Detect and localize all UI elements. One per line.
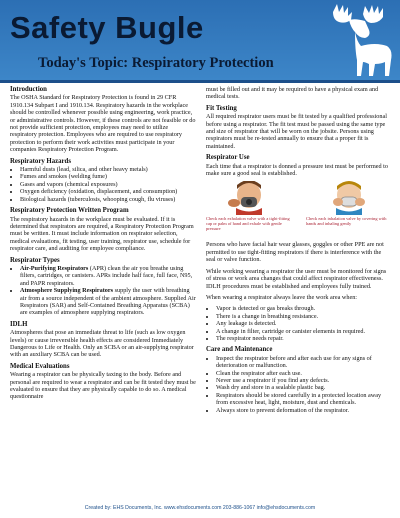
seal-check-illustrations <box>206 181 392 237</box>
term-text: (APR) clean the air you breathe using filters, cartridges, or canisters. APRs include half face, full face, N95, and PAPR respirators. <box>20 264 193 287</box>
footer-credits: Created by: EHS Documents, Inc. www.ehsdocuments.com 203-886-1067 info@ehsdocuments.com <box>84 505 316 511</box>
section-text: Atmospheres that pose an immediate threat to life (such as low oxygen levels) or cause irreversible health effects are considered Immediately Dangerous to Life or Health. Only an SCBA or an air-supplying respirator with an auxiliary SCBA can be used. <box>10 329 194 359</box>
right-column <box>206 86 392 418</box>
list-item: • Always store to prevent deformation of the respirator. <box>216 407 392 414</box>
list-item: • There is a change in breathing resistance. <box>216 313 392 320</box>
section-written-program <box>10 207 196 252</box>
list-item: • Biological hazards (tuberculosis, whooping cough, flu viruses) <box>20 196 196 203</box>
list-item <box>20 287 196 317</box>
section-text: Wearing a respirator can be physically taxing to the body. Before and personal are required to wear a respirator and can be fit tested they must be evaluated to ensure that they are physically capable to do so. A medical questionnaire <box>10 371 196 401</box>
list-item <box>20 265 196 287</box>
types-list <box>10 265 196 317</box>
section-text: All required respirator users must be fit tested by a qualified professional before using a respirator. The fit test must be passed using the same type and size of respirator that will be worn on the jobsite. Persons using respirators must be re-tested annually to ensure that a proper fit is maintained. <box>206 113 387 150</box>
respirator-exhalation-icon <box>206 181 292 215</box>
section-respirator-types <box>10 257 196 317</box>
section-respirator-use <box>206 154 392 342</box>
section-heading: Respiratory Protection Written Program <box>10 207 129 215</box>
list-item: • Fumes and smokes (welding fume) <box>20 173 196 180</box>
list-item: • A change in filter, cartridge or canister elements in required. <box>216 328 392 335</box>
section-idlh <box>10 321 196 359</box>
left-column <box>10 86 196 405</box>
image-caption: Check each inhalation valve by covering with hands and inhaling gently <box>306 216 387 227</box>
care-list <box>206 355 392 414</box>
section-heading: Fit Testing <box>206 104 237 112</box>
section-heading: Respirator Types <box>10 256 60 264</box>
leave-conditions-list <box>206 305 392 342</box>
section-text: When wearing a respirator always leave the work area when: <box>206 293 358 301</box>
image-caption: Check each exhalation valve with a tight-fitting cap or palm of hand and exhale with gentle pressure <box>206 216 290 232</box>
list-item: • Respirators should be stored carefully in a protected location away from excessive heat, light, moisture, dust and chemicals. <box>216 392 392 407</box>
list-item: • Vapor is detected or gas breaks through. <box>216 305 392 312</box>
section-heading: Introduction <box>10 86 47 93</box>
list-item: • Clean the respirator after each use. <box>216 370 392 377</box>
section-heading: Respirator Use <box>206 154 250 162</box>
header-banner <box>0 0 400 80</box>
section-text: Each time that a respirator is donned a pressure test must be performed to make sure a good seal is established. <box>206 162 388 178</box>
section-heading: Care and Maintenance <box>206 346 273 354</box>
term-bold: Air-Purifying Respirators <box>20 264 89 272</box>
hazards-list <box>10 166 196 203</box>
topic-subtitle: Today's Topic: Respiratory Protection <box>38 55 274 71</box>
list-item: • Never use a respirator if you find any defects. <box>216 377 392 384</box>
section-care-maintenance <box>206 346 392 414</box>
list-item: • Any leakage is detected. <box>216 320 392 327</box>
exhalation-check-image <box>206 181 292 237</box>
section-introduction <box>10 86 196 154</box>
term-bold: Atmosphere Supplying Respirators <box>20 287 114 295</box>
section-text: The respiratory hazards in the workplace must be evaluated. If it is determined that respirators are required, a Respiratory Protection Program must be written. It must include information on respirator selection, medical evaluations, fit testing, user training, respirator use, schedule for respirator care, and auditing for employee compliance. <box>10 215 194 253</box>
list-item: • Inspect the respirator before and after each use for any signs of deterioration or malfunction. <box>216 355 392 370</box>
continued-text: must be filled out and it may be required to have a physical exam and medical tests. <box>206 86 379 101</box>
section-text: While working wearing a respirator the user must be monitored for signs of stress or work area changes that could affect respirator effectiveness. IDLH procedures must be established and employees fully trained. <box>206 267 387 290</box>
list-item: • The respirator needs repair. <box>216 335 392 342</box>
term-text: supply the user with breathing air from a source independent of the ambient atmosphere. Supplied Air Respirators (SAR) and Self-Contained Breathing Apparatus (SCBA) are examples of atmosphere supplying respirators. <box>20 287 196 317</box>
list-item: • Gases and vapors (chemical exposures) <box>20 181 196 188</box>
respirator-inhalation-icon <box>306 181 392 215</box>
section-text: The OSHA Standard for Respiratory Protection is found in 29 CFR 1910.134 Subpart I and 1910.134. Respiratory hazards in the workplace should be controlled whenever possible using engineering, work practice, or administrative controls. However, if these controls are not feasible or do not provide sufficient protection, employees may need to utilize respiratory protection. Employees who are required to use respiratory protection to perform their work activities must participate in your companies Respiratory Protection Program. <box>10 94 196 154</box>
section-medical-evaluations <box>10 363 196 401</box>
section-text: Persons who have facial hair wear glasses, goggles or other PPE are not permitted to use tight-fitting respirators if there is interference with the seal or valve function. <box>206 241 384 264</box>
list-item: • Oxygen deficiency (oxidation, displacement, and consumption) <box>20 188 196 195</box>
header-divider <box>0 80 400 83</box>
newsletter-title: Safety Bugle <box>10 10 204 45</box>
list-item: • Wash dry and store in a sealable plastic bag. <box>216 384 392 391</box>
inhalation-check-image <box>306 181 392 237</box>
section-respiratory-hazards <box>10 158 196 203</box>
section-heading: Medical Evaluations <box>10 362 70 370</box>
moose-logo-icon <box>325 2 395 78</box>
list-item: • Harmful dusts (lead, silica, and other heavy metals) <box>20 166 196 173</box>
section-fit-testing <box>206 105 392 150</box>
section-heading: IDLH <box>10 320 28 328</box>
section-heading: Respiratory Hazards <box>10 157 71 165</box>
